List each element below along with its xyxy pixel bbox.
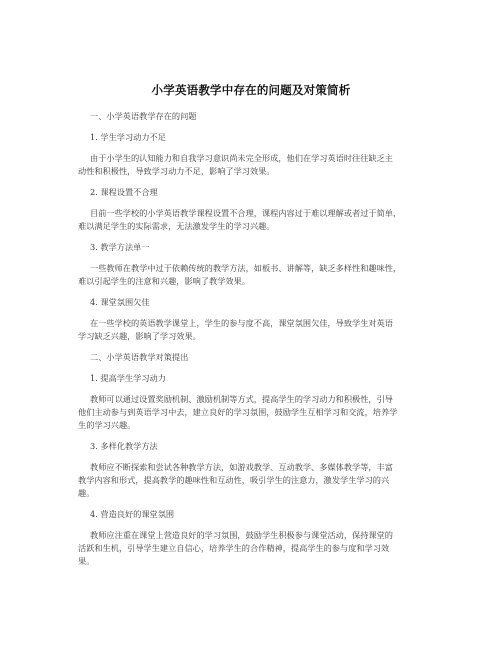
subheading: 4. 营造良好的课堂氛围	[90, 509, 175, 519]
paragraph-line: 难以满足学生的实际需求，无法激发学生的学习兴趣。	[78, 221, 275, 231]
paragraph-line: 学习缺乏兴趣，影响了学习效果。	[78, 331, 201, 341]
paragraph-line: 由于小学生的认知能力和自我学习意识尚未完全形成，他们在学习英语时往往缺乏主	[90, 153, 393, 163]
paragraph-line: 教师可以通过设置奖励机制、激励机制等方式，提高学生的学习动力和积极性，引导	[90, 394, 393, 404]
paragraph-line: 目前一些学校的小学英语教学课程设置不合理，课程内容过于难以理解或者过于简单，	[90, 208, 402, 218]
paragraph-line: 趣。	[78, 488, 95, 498]
paragraph-line: 难以引起学生的注意和兴趣，影响了教学效果。	[78, 276, 250, 286]
paragraph-line: 教师应注重在课堂上营造良好的学习氛围，鼓励学生积极参与课堂活动，保持课堂的	[90, 530, 393, 540]
subheading: 3. 教学方法单一	[90, 242, 150, 252]
paragraph-line: 教学内容和形式，提高教学的趣味性和互动性，吸引学生的注意力，激发学生学习的兴	[78, 475, 390, 485]
paragraph-line: 一些教师在教学中过于依赖传统的教学方法，如板书、讲解等，缺乏多样性和趣味性，	[90, 263, 402, 273]
subheading: 3. 多样化教学方法	[90, 441, 158, 451]
paragraph-line: 他们主动参与到英语学习中去，建立良好的学习氛围，鼓励学生互相学习和交流，培养学	[78, 407, 398, 417]
subheading: 2. 课程设置不合理	[90, 187, 158, 197]
paragraph-line: 在一些学校的英语教学课堂上，学生的参与度不高，课堂氛围欠佳，导致学生对英语	[90, 318, 393, 328]
subheading: 1. 提高学生学习动力	[90, 373, 166, 383]
paragraph-line: 果。	[78, 556, 95, 566]
paragraph-line: 活跃和生机，引导学生建立自信心，培养学生的合作精神，提高学生的参与度和学习效	[78, 543, 390, 553]
paragraph-line: 动性和积极性，导致学习动力不足，影响了学习效果。	[78, 166, 275, 176]
subheading: 1. 学生学习动力不足	[90, 132, 166, 142]
section-heading: 二、小学英语教学对策提出	[90, 352, 189, 362]
paragraph-line: 生的学习兴趣。	[78, 420, 136, 430]
section-heading: 一、小学英语教学存在的问题	[90, 111, 197, 121]
subheading: 4. 课堂氛围欠佳	[90, 297, 150, 307]
paragraph-line: 教师应不断探索和尝试各种教学方法，如游戏教学、互动教学、多媒体教学等，丰富	[90, 462, 393, 472]
document-title: 小学英语教学中存在的问题及对策简析	[151, 83, 351, 97]
